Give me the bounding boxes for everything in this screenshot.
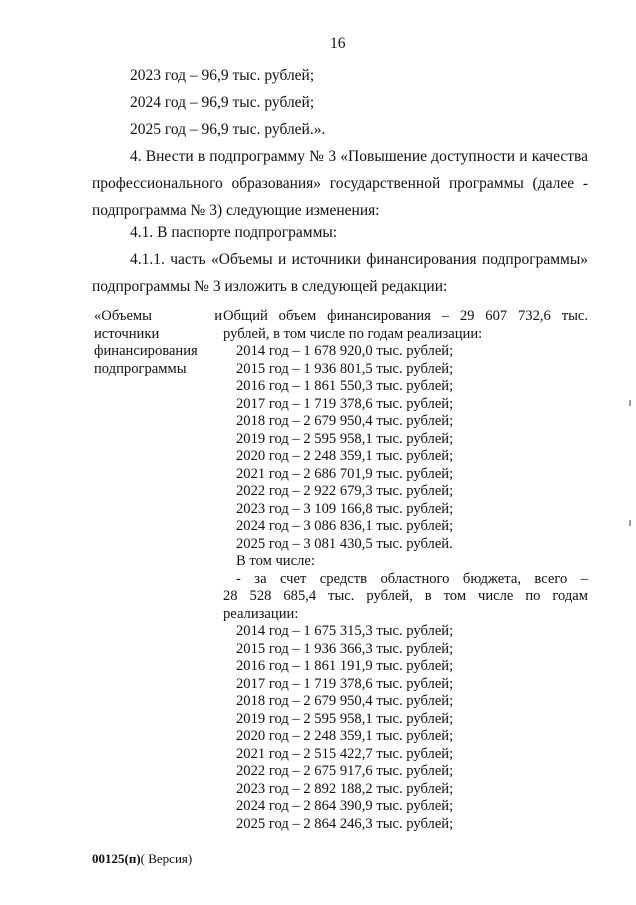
scan-artifact: [629, 400, 631, 406]
para411-line2: подпрограммы № 3 изложить в следующей редакции:: [92, 278, 448, 295]
list-item: 2014 год – 1 678 920,0 тыс. рублей;: [236, 343, 454, 359]
left-line-3: финансирования: [94, 343, 198, 359]
years-regional-list: [223, 623, 588, 833]
list-item: 2018 год – 2 679 950,4 тыс. рублей;: [236, 413, 454, 429]
list-item: 2022 год – 2 922 679,3 тыс. рублей;: [236, 483, 454, 499]
footer-code: 00125(п): [92, 851, 141, 866]
footer-version: ( Версия): [140, 851, 193, 866]
list-item: 2023 год – 2 892 188,2 тыс. рублей;: [236, 780, 454, 797]
intro-line-2025: 2025 год – 96,9 тыс. рублей.».: [130, 121, 326, 138]
list-item: 2021 год – 2 515 422,7 тыс. рублей;: [236, 745, 454, 762]
para4-line3: подпрограмма № 3) следующие изменения:: [92, 202, 380, 219]
years-total-list: [223, 343, 588, 571]
regional-line3: реализации:: [223, 605, 299, 622]
intro-line-2024: 2024 год – 96,9 тыс. рублей;: [130, 94, 315, 111]
list-item: 2015 год – 1 936 366,3 тыс. рублей;: [236, 640, 454, 657]
para411-line1: 4.1.1. часть «Объемы и источники финансирования подпрограммы»: [130, 251, 588, 268]
list-item: 2015 год – 1 936 801,5 тыс. рублей;: [236, 360, 454, 377]
footer: [92, 851, 192, 867]
left-line-4: подпрограммы: [94, 360, 187, 377]
list-item: 2014 год – 1 675 315,3 тыс. рублей;: [236, 623, 454, 639]
total-line2: рублей, в том числе по годам реализации:: [223, 325, 483, 342]
list-item: 2024 год – 3 086 836,1 тыс. рублей;: [236, 518, 454, 534]
list-item: 2025 год – 3 081 430,5 тыс. рублей.: [236, 535, 453, 552]
para4-line2: профессионального образования» государственной программы (далее -: [92, 175, 588, 192]
scan-artifact: [629, 520, 631, 526]
list-item: 2016 год – 1 861 191,9 тыс. рублей;: [236, 658, 454, 674]
total-line1: Общий объем финансирования – 29 607 732,6 тыс.: [223, 308, 588, 324]
intro-line-2023: 2023 год – 96,9 тыс. рублей;: [130, 67, 315, 84]
regional-line1: - за счет средств областного бюджета, всего –: [236, 570, 588, 587]
list-item: 2019 год – 2 595 958,1 тыс. рублей;: [236, 710, 454, 727]
list-item: 2018 год – 2 679 950,4 тыс. рублей;: [236, 693, 454, 709]
list-item: 2019 год – 2 595 958,1 тыс. рублей;: [236, 430, 454, 447]
left-line-2: источники: [94, 325, 160, 342]
table-left-column: [94, 308, 222, 378]
list-item: 2023 год – 3 109 166,8 тыс. рублей;: [236, 500, 454, 517]
page-number: 16: [330, 35, 346, 52]
list-item: 2024 год – 2 864 390,9 тыс. рублей;: [236, 798, 454, 814]
para41: 4.1. В паспорте подпрограммы:: [130, 224, 338, 241]
regional-line2: 28 528 685,4 тыс. рублей, в том числе по годам: [223, 588, 588, 604]
left-line-1: [94, 308, 222, 326]
list-item: 2017 год – 1 719 378,6 тыс. рублей;: [236, 675, 454, 692]
list-item: 2017 год – 1 719 378,6 тыс. рублей;: [236, 395, 454, 412]
para4-line1: 4. Внести в подпрограмму № 3 «Повышение доступности и качества: [130, 148, 588, 165]
table-right-column: [223, 308, 588, 833]
including-label: В том числе:: [236, 553, 315, 569]
left-line-1-text: «Объемы: [94, 308, 152, 324]
left-line-1-conj: и: [214, 308, 222, 324]
list-item: 2020 год – 2 248 359,1 тыс. рублей;: [236, 728, 454, 744]
list-item: 2016 год – 1 861 550,3 тыс. рублей;: [236, 378, 454, 394]
list-item: 2020 год – 2 248 359,1 тыс. рублей;: [236, 448, 454, 464]
list-item: 2021 год – 2 686 701,9 тыс. рублей;: [236, 465, 454, 482]
list-item: 2025 год – 2 864 246,3 тыс. рублей;: [236, 815, 454, 832]
list-item: 2022 год – 2 675 917,6 тыс. рублей;: [236, 763, 454, 779]
